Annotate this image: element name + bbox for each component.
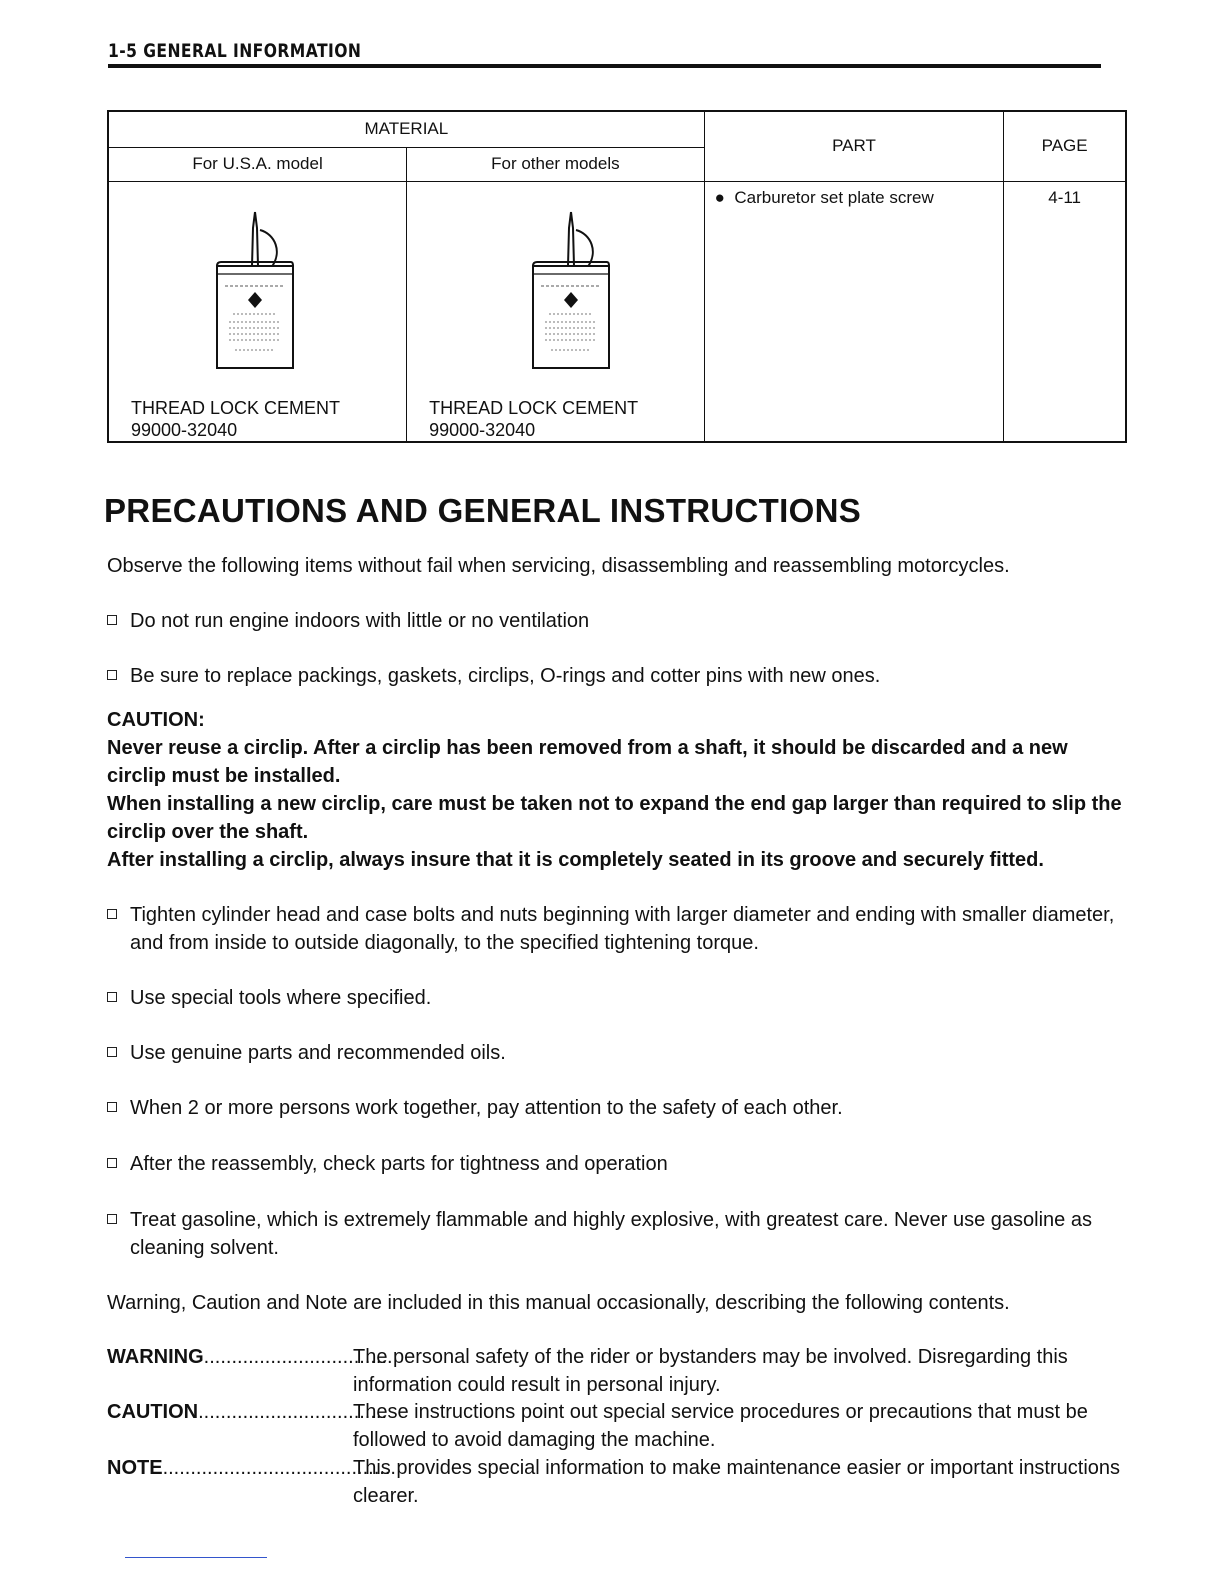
- section-title: PRECAUTIONS AND GENERAL INSTRUCTIONS: [104, 492, 862, 529]
- list-item: [107, 1039, 1122, 1067]
- list-item-text: When 2 or more persons work together, pay attention to the safety of each other.: [130, 1097, 843, 1119]
- thread-lock-can-icon: [207, 208, 297, 370]
- material-table: [107, 110, 1127, 443]
- caution-label: CAUTION:: [107, 709, 205, 731]
- checkbox-square-icon: [107, 1102, 117, 1112]
- list-item: [107, 984, 1122, 1012]
- usa-product-code: 99000-32040: [131, 419, 238, 440]
- list-item-text: Treat gasoline, which is extremely flammable and highly explosive, with greatest care. Never use gasoline as cleaning solvent.: [130, 1209, 1092, 1259]
- definition-term: NOTE: [107, 1457, 163, 1479]
- other-models-header: For other models: [407, 147, 705, 181]
- bullet-dot: ●: [714, 187, 735, 207]
- material-header: MATERIAL: [108, 111, 704, 147]
- other-product-name: THREAD LOCK CEMENT: [429, 397, 639, 418]
- caution-line: Never reuse a circlip. After a circlip has been removed from a shaft, it should be discarded and a new circlip must be installed.: [107, 737, 1068, 787]
- list-item: [107, 901, 1122, 957]
- list-item-text: After the reassembly, check parts for tightness and operation: [130, 1153, 668, 1175]
- part-header: PART: [704, 111, 1004, 181]
- list-item: [107, 1094, 1122, 1122]
- other-product-cell: [407, 181, 705, 442]
- checkbox-square-icon: [107, 909, 117, 919]
- list-item-text: Tighten cylinder head and case bolts and nuts beginning with larger diameter and ending with smaller diameter, and from inside to outside diagonally, to the specified tightening torque.: [130, 904, 1115, 954]
- definition-term: WARNING: [107, 1346, 204, 1368]
- checkbox-square-icon: [107, 615, 117, 625]
- thread-lock-can-icon: [523, 208, 613, 370]
- usa-product-cell: [108, 181, 407, 442]
- list-item-text: Do not run engine indoors with little or no ventilation: [130, 610, 590, 632]
- part-item: Carburetor set plate screw: [734, 187, 934, 207]
- checkbox-square-icon: [107, 1047, 117, 1057]
- checkbox-square-icon: [107, 992, 117, 1002]
- checkbox-square-icon: [107, 1158, 117, 1168]
- caution-line: When installing a new circlip, care must be taken not to expand the end gap larger than required to slip the circlip over the shaft.: [107, 793, 1122, 843]
- caution-line: After installing a circlip, always insure that it is completely seated in its groove and securely fitted.: [107, 849, 1044, 871]
- definition-term: CAUTION: [107, 1401, 199, 1423]
- part-cell: [704, 181, 1004, 442]
- notes-intro: Warning, Caution and Note are included in this manual occasionally, describing the following contents.: [107, 1292, 1010, 1314]
- list-item: [107, 662, 1122, 690]
- checkbox-square-icon: [107, 1214, 117, 1224]
- list-item-text: Be sure to replace packings, gaskets, circlips, O-rings and cotter pins with new ones.: [130, 665, 881, 687]
- page-header: 1-5 GENERAL INFORMATION: [108, 40, 362, 62]
- definition-text: The personal safety of the rider or bystanders may be involved. Disregarding this information could result in personal injury.: [353, 1346, 1068, 1396]
- header-rule: [108, 64, 1101, 68]
- list-item-text: Use special tools where specified.: [130, 987, 432, 1009]
- checkbox-square-icon: [107, 670, 117, 680]
- definition-text: These instructions point out special service procedures or precautions that must be followed to avoid damaging the machine.: [353, 1401, 1088, 1451]
- intro-paragraph: Observe the following items without fail when servicing, disassembling and reassembling motorcycles.: [107, 555, 1010, 577]
- definition-text: This provides special information to make maintenance easier or important instructions clearer.: [353, 1457, 1121, 1507]
- other-product-code: 99000-32040: [429, 419, 536, 440]
- list-item-text: Use genuine parts and recommended oils.: [130, 1042, 506, 1064]
- footer-rule: [125, 1557, 267, 1558]
- usa-product-name: THREAD LOCK CEMENT: [131, 397, 341, 418]
- usa-model-header: For U.S.A. model: [108, 147, 407, 181]
- list-item: [107, 607, 1122, 635]
- page-header-cell: PAGE: [1004, 111, 1126, 181]
- page-value: 4-11: [1004, 181, 1126, 442]
- list-item: [107, 1206, 1122, 1262]
- list-item: [107, 1150, 1122, 1178]
